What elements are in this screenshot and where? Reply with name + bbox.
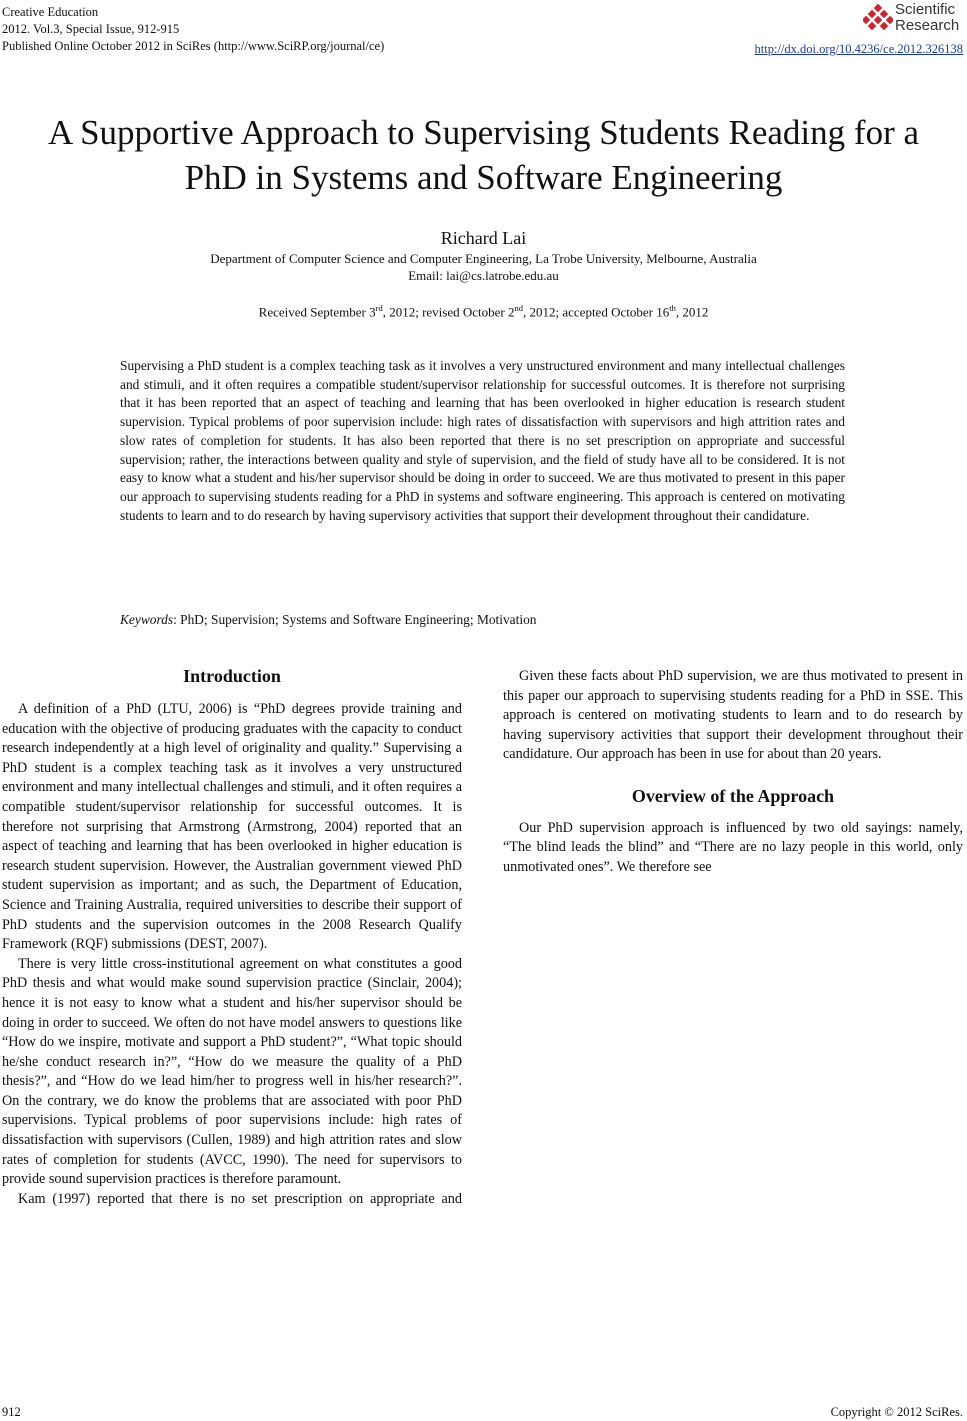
title-line-2: PhD in Systems and Software Engineering [184,158,783,197]
received-sup: rd [375,303,383,313]
keywords-label: Keywords [120,612,174,627]
received-dates [0,303,967,320]
overview-heading: Overview of the Approach [631,785,835,806]
accepted-text: , 2012; accepted October 16 [523,304,670,320]
published-info: Published Online October 2012 in SciRes (http://www.SciRP.org/journal/ce) [2,39,385,53]
abstract: Supervising a PhD student is a complex teaching task as it involves a very unstructured environment and many intellectual challenges and stimuli, and it often requires a compatible student/supervisor relationship for successful outcomes. It is therefore not surprising that it has been reported that an aspect of teaching and learning that has been overlooked in higher education is research student supervision. Typical problems of poor supervision include: high rates of dissatisfaction with supervisors and high attrition rates and slow rates of completion for students. It has also been reported that there is no set prescription on appropriate and successful supervision; rather, the interactions between quality and style of supervision, and the field of study have all to be considered. It is not easy to know what a student and his/her supervisor should be doing in order to succeed. We are thus motivated to present in this paper our approach to supervising students reading for a PhD in systems and software engineering. This approach is centered on motivating students to learn and to do research by having supervisory activities that support their development throughout their candidature. [120,358,845,523]
author-email: Email: lai@cs.latrobe.edu.au [408,268,559,283]
logo-line2: Research [895,17,960,34]
intro-heading: Introduction [183,666,281,686]
keywords [120,612,845,628]
journal-name: Creative Education [2,5,99,19]
author-name: Richard Lai [440,228,527,248]
keywords-list: : PhD; Supervision; Systems and Software Engineering; Motivation [173,612,537,627]
intro-paragraph-3-text: Kam (1997) reported that there is no set prescription on appropriate and [18,1190,462,1207]
copyright: Copyright © 2012 SciRes. [830,1405,963,1419]
affiliation: Department of Computer Science and Computer Engineering, La Trobe University, Melbourne, Australia [210,251,757,266]
intro-paragraph-2: There is very little cross-institutional agreement on what constitutes a good PhD thesis and what would make sound supervision practice (Sinclair, 2004); hence it is not easy to know what a student and his/her supervisor should be doing in order to succeed. We often do not have model answers to questions like “How do we inspire, motivate and support a PhD student?”, “What topic should he/she conduct research in?”, “How do we measure the quality of a PhD thesis?”, and “How do we lead him/her to progress well in his/her research?”. On the contrary, we do know the problems that are associated with poor PhD supervisions. Typical problems of poor supervisions include: high rates of dissatisfaction with supervisors (Cullen, 1989) and high attrition rates and slow rates of completion for students (AVCC, 1990). The need for supervisors to provide sound supervision practices is therefore paramount. [2,955,462,1188]
accepted-sup: th [669,303,676,313]
accepted-year: , 2012 [675,304,709,320]
scientific-research-logo-icon [863,4,893,34]
revised-text: , 2012; revised October 2 [382,304,515,320]
issue-info: 2012. Vol.3, Special Issue, 912-915 [2,22,180,36]
received-text: Received September 3 [258,304,376,320]
intro-paragraph-4: Given these facts about PhD supervision, we are thus motivated to present in this paper our approach to supervising students reading for a PhD in SSE. This approach is centered on motivating students to learn and to do research by having supervisory activities that support their development throughout their candidature. Our approach has been in use for about than 20 years. [503,668,963,763]
intro-paragraph-3-start [2,1190,462,1210]
right-column [503,667,963,877]
left-column [2,700,462,1210]
title-line-1: A Supportive Approach to Supervising Students Reading for a [47,113,920,152]
paper-title [0,110,967,200]
page-number: 912 [2,1405,21,1419]
overview-paragraph-1: Our PhD supervision approach is influenced by two old sayings: namely, “The blind leads the blind” and “There are no lazy people in this world, only unmotivated ones”. We therefore see [503,819,963,875]
affiliation-block [0,250,967,284]
doi-link[interactable]: http://dx.doi.org/10.4236/ce.2012.326138 [754,42,963,56]
logo-line1: Scientific [895,1,956,18]
revised-sup: nd [514,303,523,313]
intro-paragraph-1: A definition of a PhD (LTU, 2006) is “PhD degrees provide training and education with the objective of producing graduates with the capacity to conduct research independently at a high level of originality and quality.” Supervising a PhD student is a complex teaching task as it involves a very unstructured environment and many intellectual challenges and stimuli, and it often requires a compatible student/supervisor relationship for successful outcomes. It is therefore not surprising that Armstrong (Armstrong, 2004) reported that an aspect of teaching and learning that has been overlooked in higher education is research student supervision. However, the Australian government viewed PhD student supervision as important; and as such, the Department of Education, Science and Training Australia, required universities to describe their support of PhD students and the supervision outcomes in the 2008 Research Qualify Framework (RQF) submissions (DEST, 2007). [2,701,462,953]
publisher-logo [863,0,965,38]
